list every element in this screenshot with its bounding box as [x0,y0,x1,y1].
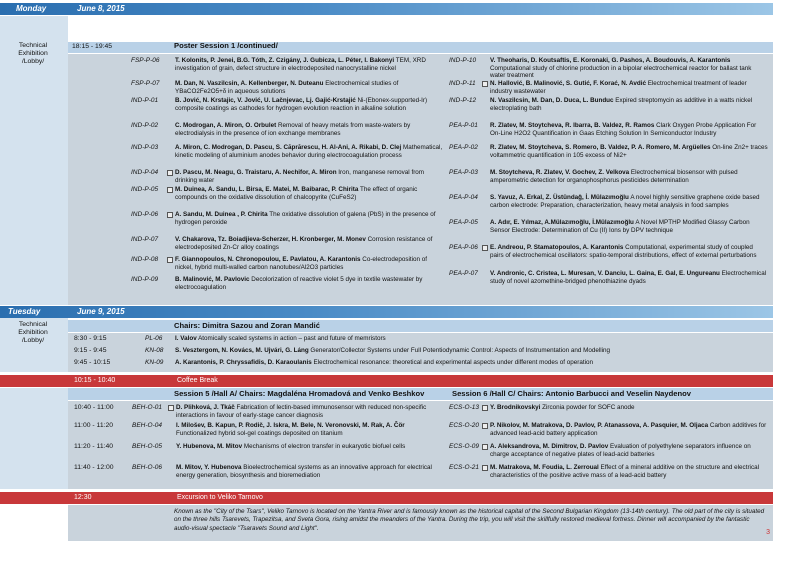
poster-code: PEA-P-04 [449,194,478,201]
poster-code: IND-P-08 [131,256,159,263]
poster-code: KN-09 [145,359,164,366]
poster-code: BEH-O-05 [132,443,162,450]
poster-entry [490,464,768,479]
entry-authors: N. Hallović, B. Malinović, S. Gutić, F. Korać, N. Avdić [490,80,646,87]
poster-code: FSP-P-06 [131,57,160,64]
plenary-time: 9:45 - 10:15 [74,359,111,366]
entry-authors: I. Valov [175,335,197,342]
pdf-icon[interactable] [167,257,173,263]
entry-title: Ni-(Ebonex-supported-Ir) composite coatings as cathodes for hydrogen evolution reaction in alkaline solution [175,97,428,112]
entry-authors: M. Dan, N. Vaszilcsin, A. Kellenberger, N. Duteanu [175,80,324,87]
entry-title: Bioelectrochemical systems as an innovative approach for electrical energy generation, biosynthesis and bioremediation [176,464,432,479]
poster-code: IND-P-12 [449,97,477,104]
plenary-chairs: Chairs: Dimitra Sazou and Zoran Mandić [174,321,320,330]
pdf-icon[interactable] [167,170,173,176]
excursion-time: 12:30 [74,494,92,501]
poster-code: PEA-P-01 [449,122,478,129]
entry-authors: D. Pascu, M. Neagu, G. Traistaru, A. Nechifor, A. Miron [175,169,337,176]
coffee-break-band [0,375,773,387]
poster-entry [175,211,443,226]
poster-code: BEH-O-01 [132,404,162,411]
pdf-icon[interactable] [168,405,174,411]
entry-title: Electrochemical biosensor with pulsed amperometric detection for organophosphorus pesticides determination [490,169,738,184]
poster-code: ECS-O-09 [449,443,479,450]
day-name: Tuesday [8,307,41,316]
poster-code: PL-06 [145,335,163,342]
poster-entry [490,404,768,412]
poster-entry [490,144,768,159]
poster-code: IND-P-11 [449,80,476,87]
entry-authors: M. Matrakova, M. Foudia, L. Zerroual [490,464,599,471]
entry-title: Mathematical, kinetic modeling of aluminium anodes behavior during electrocoagulation process [175,144,443,159]
entry-title: Electrochemical studies of YBaCO2Fe2O5+δ in aqueous solutions [175,80,399,95]
poster-entry [175,256,443,271]
poster-code: PEA-P-07 [449,270,478,277]
entry-title: Iron, manganese removal from drinking water [175,169,425,184]
entry-authors: R. Zlatev, M. Stoytcheva, S. Romero, B. Valdez, P. A. Romero, M. Argüelles [490,144,711,151]
entry-title: Co-electrodeposition of nickel, hybrid multi-walled carbon nanotubes/Al2O3 particles [175,256,428,271]
pdf-icon[interactable] [167,187,173,193]
entry-title: Zirconia powder for SOFC anode [540,404,635,411]
session-time: 11:00 - 11:20 [74,422,114,429]
entry-authors: C. Modrogan, A. Miron, O. Orbulet [175,122,277,129]
plenary-time: 9:15 - 9:45 [74,347,107,354]
poster-code: PEA-P-02 [449,144,478,151]
pdf-icon[interactable] [482,423,488,429]
session6-title: Session 6 /Hall C/ Chairs: Antonio Barbucci and Veselin Naydenov [452,389,691,398]
entry-authors: A. Miron, C. Modrogan, D. Pascu, S. Căprărescu, H. Al-Ani, A. Rikabi, D. Clej [175,144,402,151]
entry-authors: M. Stoytcheva, R. Zlatev, V. Gochev, Z. Velkova [490,169,630,176]
poster-entry [490,57,768,80]
entry-title: Expired streptomycin as additive in a watts nickel electroplating bath [490,97,753,112]
pdf-icon[interactable] [482,245,488,251]
entry-authors: M. Duinea, A. Sandu, L. Birsa, E. Matei, M. Baibarac, P. Chirita [175,186,359,193]
page-number: 3 [766,529,770,537]
entry-title: On-line Zn2+ traces voltammetric quantification in 105 excess of Ni2+ [490,144,768,159]
poster-code: IND-P-04 [131,169,159,176]
poster-code: PEA-P-05 [449,219,478,226]
poster-entry [490,270,768,285]
poster-entry [490,244,768,259]
entry-authors: T. Kolonits, P. Jenei, B.G. Tóth, Z. Czigány, J. Gubicza, L. Péter, I. Bakonyi [175,57,395,64]
poster-entry [176,404,444,419]
entry-authors: A. Sandu, M. Duinea , P. Chirita [175,211,268,218]
poster-entry [176,422,444,437]
pdf-icon[interactable] [482,405,488,411]
poster-entry [176,464,444,479]
entry-authors: A. Adır, E. Yılmaz, A.Mülazımoğlu, İ.Mülazımoğlu [490,219,634,226]
entry-authors: D. Plihková, J. Tkáč [176,404,235,411]
poster-code: IND-P-02 [131,122,159,129]
entry-title: Electrochemical study of novel azomethine-bridged phenothiazine dyads [490,270,767,285]
entry-authors: V. Theoharis, D. Koutsaftis, E. Koronaki, G. Pashos, A. Boudouvis, A. Karantonis [490,57,731,64]
excursion-label: Excursion to Veliko Tarnovo [177,494,263,501]
entry-authors: V. Chakarova, Tz. Boiadjieva-Scherzer, H. Kronberger, M. Monev [175,236,366,243]
poster-entry [175,359,770,367]
entry-title: Fabrication of lectin-based immunosensor with reduced non-specific interactions in favour of early-stage cancer diagnosis [176,404,427,419]
poster-entry [175,335,770,343]
poster-entry [175,236,443,251]
entry-title: The effect of organic compounds on the oxidative dissolution of chalcopyrite (CuFeS2) [175,186,418,201]
entry-title: Carbon additives for advanced lead-acid battery application [490,422,767,437]
excursion-description: Known as the "City of the Tsars", Veliko Tarnovo is located on the Yantra River and is famously known as the historical capital of the Second Bulgarian Kingdom (13-14th century). The old part of the city is situated on the three hills Tsarevets, Trapezitsa, and Sveta Gora, rising amidst the meanders of the Yantra. During the trip, you will visit the skillfully restored medieval fortress. Dinner will accompanied by the fantastic audio-visual spectacle "Tsaravets Sound and Light". [174,508,765,532]
day-header-monday [0,3,773,15]
entry-authors: S. Vesztergom, N. Kovács, M. Ujvári, G. Láng [175,347,309,354]
entry-title: A novel highly sensitive graphene oxide based carbon electrode: Preparation, characterization, heavy metal analysis in food samples [490,194,760,209]
day-date: June 8, 2015 [77,4,125,13]
entry-title: The oxidative dissolution of galena (PbS) in the presence of hydrogen peroxide [175,211,436,226]
poster-code: IND-P-10 [449,57,477,64]
poster-code: IND-P-07 [131,236,159,243]
coffee-time: 10:15 - 10:40 [74,377,116,384]
entry-authors: S. Yavuz, A. Erkal, Z. Üstündağ, İ. Mülazımoğlu [490,194,629,201]
entry-title: Effect of a mineral additive on the structure and electrical characteristics of the positive active mass of a lead-acid battery [490,464,760,479]
poster-code: BEH-O-04 [132,422,162,429]
entry-title: A Novel MPTHP Modified Glassy Carbon Sensor Electrode: Determination of Cu (II) Ions by DPV technique [490,219,750,234]
poster-code: BEH-O-06 [132,464,162,471]
entry-authors: B. Jović, N. Krstajic, V. Jović, U. Lačnjevac, Lj. Gajić-Krstajić [175,97,356,104]
entry-title: Generator/Collector Systems under Full Potentiodynamic Control: Aspects of Instrumentation and Modelling [308,347,611,354]
entry-title: Evaluation of polyethylene separators influence on charge acceptance of negative plates of lead-acid batteries [490,443,751,458]
session-time: 10:40 - 11:00 [74,404,114,411]
poster-code: ECS-O-20 [449,422,479,429]
entry-title: Electrochemical treatment of leader industry wastewater [490,80,747,95]
poster-entry [175,57,443,72]
poster-entry [490,122,768,137]
poster-entry [490,219,768,234]
entry-authors: I. Milošev, B. Kapun, P. Rodič, J. Iskra, M. Bele, N. Veronovski, M. Rak, A. Čör [176,422,405,429]
venue-label-1: Technical Exhibition /Lobby/ [18,42,48,66]
pdf-icon[interactable] [482,81,488,87]
entry-authors: E. Andreou, P. Stamatopoulos, A. Karantonis [490,244,624,251]
poster-entry [175,80,443,95]
session5-title: Session 5 /Hall A/ Chairs: Magdaléna Hromadová and Venko Beshkov [174,389,425,398]
entry-authors: N. Vaszilcsin, M. Dan, D. Duca, L. Bunduc [490,97,614,104]
entry-title: Clark Oxygen Probe Application For On-Line H2O2 Quantification in Gaas Etching Solution In Semiconductor Industry [490,122,757,137]
day-name: Monday [16,4,47,13]
poster-entry [175,186,443,201]
day-header-tuesday [0,306,773,318]
entry-authors: A. Karantonis, P. Chryssafidis, D. Karaoulanis [175,359,312,366]
entry-title: Functionalized hybrid sol-gel coatings deposited on titanium [176,429,343,437]
poster-entry [175,97,443,112]
entry-title: TEM, XRD investigation of grain, defect structure in electrodeposited nanocrystalline nickel [175,57,426,72]
poster-code: IND-P-03 [131,144,159,151]
entry-authors: P. Nikolov, M. Matrakova, D. Pavlov, P. Atanassova, A. Pasquier, M. Oljaca [490,422,709,429]
coffee-label: Coffee Break [177,377,218,384]
pdf-icon[interactable] [482,444,488,450]
poster-entry [175,276,443,291]
poster-entry [175,122,443,137]
pdf-icon[interactable] [482,465,488,471]
poster-code: IND-P-06 [131,211,159,218]
poster-time: 18:15 - 19:45 [72,43,113,50]
poster-entry [175,144,443,159]
entry-authors: V. Andronic, C. Cristea, L. Muresan, V. Danciu, L. Gaina, E. Gal, E. Ungureanu [490,270,720,277]
poster-code: KN-08 [145,347,164,354]
entry-title: Removal of heavy metals from waste-waters by electrodialysis in the presence of ion exchange membranes [175,122,411,137]
poster-entry [490,422,768,437]
pdf-icon[interactable] [167,212,173,218]
poster-code: IND-P-01 [131,97,159,104]
session-time: 11:20 - 11:40 [74,443,114,450]
entry-authors: Y. Hubenova, M. Mitov [176,443,243,450]
poster-entry [490,443,768,458]
entry-title: Electrochemical resonance: theoretical and experimental aspects under different modes of operation [311,359,594,366]
day-date: June 9, 2015 [77,307,125,316]
poster-entry [490,80,768,95]
entry-authors: Y. Brodnikovskyi [490,404,541,411]
entry-title: Computational study of chlorine production in a bipolar electrochemical reactor for ballast tank water treatment [490,64,752,80]
poster-code: ECS-O-21 [449,464,479,471]
poster-code: PEA-P-03 [449,169,478,176]
entry-authors: A. Aleksandrova, M. Dimitrov, D. Pavlov [490,443,609,450]
entry-authors: M. Mitov, Y. Hubenova [176,464,242,471]
session-time: 11:40 - 12:00 [74,464,114,471]
poster-entry [490,169,768,184]
venue-column-3 [0,388,68,489]
venue-label-2: Technical Exhibition /Lobby/ [18,321,48,345]
poster-code: IND-P-09 [131,276,159,283]
poster-code: ECS-O-13 [449,404,479,411]
poster-title: Poster Session 1 /continued/ [174,41,278,50]
entry-authors: F. Giannopoulos, N. Chronopoulou, E. Pavlatou, A. Karantonis [175,256,361,263]
poster-code: PEA-P-06 [449,244,478,251]
excursion-band [0,492,773,504]
plenary-time: 8:30 - 9:15 [74,335,107,342]
entry-title: Atomically scaled systems in action – past and future of memristors [196,335,386,342]
poster-entry [176,443,444,451]
entry-title: Corrosion resistance of electrodeposited Zn-Cr alloy coatings [175,236,433,251]
poster-entry [175,347,770,355]
poster-code: IND-P-05 [131,186,159,193]
poster-entry [490,194,768,209]
entry-title: Mechanisms of electron transfer in eukaryotic biofuel cells [242,443,406,450]
entry-title: Decolorization of reactive violet 5 dye in textile wastewater by electrocoagulation [175,276,423,291]
poster-code: FSP-P-07 [131,80,160,87]
entry-authors: R. Zlatev, M. Stoytcheva, R. Ibarra, B. Valdez, R. Ramos [490,122,655,129]
poster-entry [490,97,768,112]
poster-entry [175,169,443,184]
entry-authors: B. Malinović, M. Pavlovic [175,276,250,283]
entry-title: Computational, experimental study of coupled pairs of electrochemical oscillators: spatio-temporal distributions, effect of external perturbations [490,244,757,259]
